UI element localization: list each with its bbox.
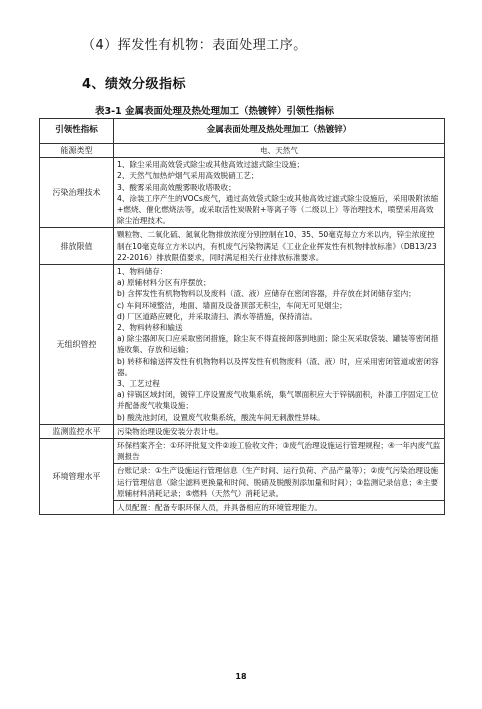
fugitive-item: d) 厂区道路应硬化，并采取清扫、洒水等措施，保持清洁。	[117, 311, 318, 321]
fugitive-item: c) 车间环境整洁，地面、墙面及设备顶部无积尘，车间无可见烟尘；	[117, 300, 347, 310]
table-row-treatment	[40, 158, 445, 228]
table-row-management-archives	[40, 439, 445, 464]
fugitive-item: b) 酸洗池封闭，设置废气收集系统，酸洗车间无刺激性异味。	[117, 412, 325, 422]
table-header-row	[40, 119, 445, 144]
fugitive-item: a) 锌锅区域封闭，镀锌工序设置废气收集系统，集气罩面积应大于锌锅面积，补漆工序固定工位并配备废气收集设施；	[117, 390, 439, 411]
fugitive-item: a) 原辅材料分区有序摆放；	[117, 278, 211, 288]
vocs-paragraph: （4）挥发性有机物：表面处理工序。	[82, 38, 307, 53]
table-row-monitoring	[40, 424, 445, 438]
fugitive-item: a) 除尘器卸灰口应采取密闭措施，除尘灰不得直接卸落到地面；除尘灰采取袋装、罐装等密闭措施收集、存放和运输；	[117, 334, 439, 355]
fugitive-cell	[114, 265, 445, 425]
treatment-item: 3、酸雾采用高效酸雾吸收塔吸收；	[117, 182, 236, 192]
table-row-fugitive	[40, 265, 445, 425]
header-indicator-cell: 引领性指标	[40, 119, 114, 144]
energy-value-cell: 电、天然气	[114, 144, 445, 158]
row-label-management: 环境管理水平	[40, 439, 114, 515]
fugitive-item: 2、物料转移和输送	[117, 323, 183, 333]
treatment-item: 1、除尘采用高效袋式除尘或其他高效过滤式除尘设施；	[117, 160, 305, 170]
table-caption: 表3-1 金属表面处理及热处理加工（热镀锌）引领性指标	[95, 106, 334, 117]
treatment-item: 4、涂装工序产生的VOCs废气，通过高效袋式除尘或其他高效过滤式除尘设施后，采用吸附浓缩+燃烧、催化燃烧法等，或采取活性炭吸附+等离子等（二级以上）等治理技术，喷塑采用高效除尘治理技术。	[117, 193, 439, 226]
row-label-emission: 排放限值	[40, 228, 114, 265]
fugitive-item: 3、工艺过程	[117, 379, 160, 389]
section-heading: 4、绩效分级指标	[82, 77, 187, 92]
ledger-cell: 台账记录：①生产设施运行管理信息（生产时间、运行负荷、产品产量等）；②废气污染治理设施运行管理信息（除尘滤料更换量和时间、脱硝及脱酸剂添加量和时间）；③监测记录信息；④主要原辅材料消耗记录；⑤燃料（天然气）消耗记录。	[114, 464, 445, 501]
table-row-energy	[40, 144, 445, 158]
header-industry-cell: 金属表面处理及热处理加工（热镀锌）	[114, 119, 445, 144]
table-row-emission	[40, 228, 445, 265]
emission-cell: 颗粒物、二氧化硫、氮氧化物排放浓度分别控制在10、35、50毫克每立方米以内，锌尘浓度控制在10毫克每立方米以内，有机废气污染物满足《工业企业挥发性有机物排放标准》（DB13/2322-2016）排放限值要求，同时满足相关行业排放标准要求。	[114, 228, 445, 265]
row-label-treatment: 污染治理技术	[40, 158, 114, 228]
archives-cell: 环保档案齐全：①环评批复文件②竣工验收文件；③废气治理设施运行管理规程；④一年内废气监测报告	[114, 439, 445, 464]
row-label-energy: 能源类型	[40, 144, 114, 158]
row-label-fugitive: 无组织管控	[40, 265, 114, 425]
row-label-monitoring: 监测监控水平	[40, 424, 114, 438]
treatment-item: 2、天然气加热炉烟气采用高效脱硝工艺；	[117, 171, 259, 181]
indicator-table	[39, 118, 445, 515]
fugitive-item: b) 含挥发性有机物物料以及废料（渣、液）应储存在密闭容器，并存放在封闭储存室内；	[117, 289, 416, 299]
treatment-cell	[114, 158, 445, 228]
staffing-cell: 人员配置：配备专职环保人员，并具备相应的环境管理能力。	[114, 501, 445, 515]
page-number: 18	[235, 672, 247, 681]
fugitive-item: 1、物料储存：	[117, 267, 168, 277]
monitoring-cell: 污染物治理设施安装分表计电。	[114, 424, 445, 438]
fugitive-item: b) 转移和输送挥发性有机物物料以及挥发性有机物废料（渣、液）时，应采用密闭管道或密闭容器。	[117, 356, 439, 377]
